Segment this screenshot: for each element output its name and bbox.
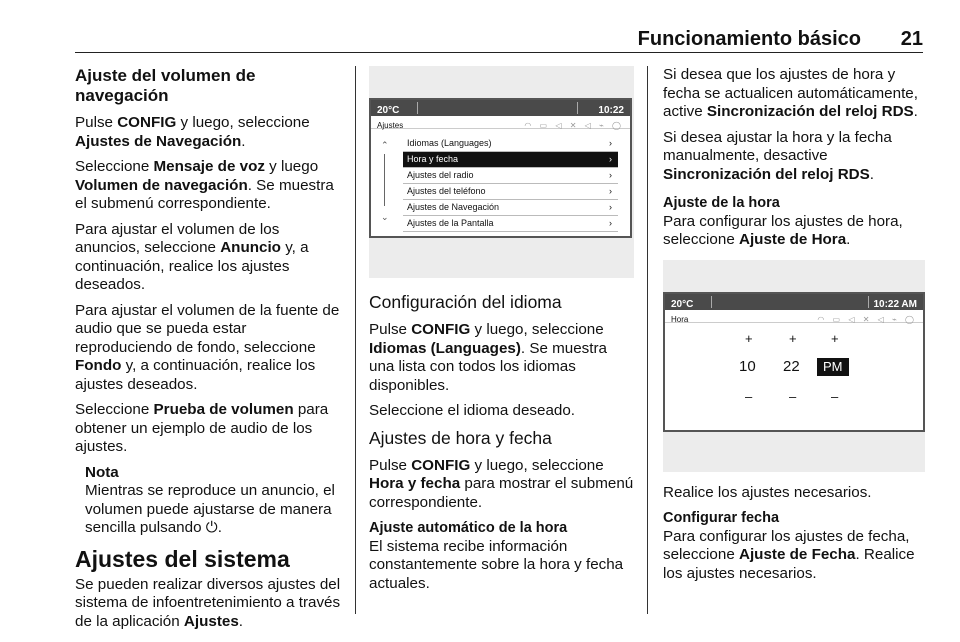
paragraph: Pulse CONFIG y luego, seleccione Ajustes de Navegación.	[75, 114, 310, 150]
column-divider	[647, 66, 648, 614]
menu-item[interactable]: Ajustes de la Pantalla ›	[403, 216, 618, 232]
paragraph: Para configurar los ajustes de fecha, seleccione Ajuste de Fecha. Realice los ajustes necesarios.	[663, 527, 915, 582]
chevron-right-icon: ›	[609, 186, 612, 196]
paragraph: Seleccione Mensaje de voz y luego Volumen de navegación. Se muestra el submenú correspondiente.	[75, 158, 334, 212]
menu-item[interactable]: Ajustes de Navegación ›	[403, 200, 618, 216]
minute-minus-button[interactable]: –	[789, 388, 797, 404]
note-box: Nota Mientras se reproduce un anuncio, el volumen puede ajustarse de manera sencilla pulsando ⏻.	[85, 463, 335, 536]
minute-plus-button[interactable]: +	[789, 330, 797, 346]
menu-item[interactable]: Idiomas (Languages) ›	[403, 136, 618, 152]
ampm-minus-button[interactable]: –	[831, 388, 839, 404]
title-bar: Ajustes ◠ ▭ ◁ ✕ ◁ ⌁ ◯	[371, 116, 630, 129]
column-3	[663, 66, 925, 590]
scroll-down-icon[interactable]: ⌄	[381, 212, 389, 222]
chevron-right-icon: ›	[609, 138, 612, 148]
title-bar: Hora ◠ ▭ ◁ ✕ ◁ ⌁ ◯	[665, 310, 923, 323]
scrollbar[interactable]	[384, 154, 385, 206]
subheading: Configurar fecha	[663, 510, 780, 526]
section-heading: Ajustes del sistema	[75, 545, 290, 572]
paragraph: Para ajustar el volumen de los anuncios, seleccione Anuncio y, a continuación, realice los ajustes deseados.	[75, 220, 309, 293]
header-title: Funcionamiento básico	[637, 28, 861, 50]
menu-item[interactable]: Ajustes del teléfono ›	[403, 184, 618, 200]
page-number: 21	[900, 28, 923, 50]
status-icons: ◠ ▭ ◁ ✕ ◁ ⌁ ◯	[524, 121, 624, 130]
status-bar: 20°C 10:22 AM	[665, 294, 923, 310]
paragraph: El sistema recibe información constantemente sobre la hora y fecha actuales.	[369, 537, 624, 592]
section-heading: Ajuste del volumen de navegación	[75, 66, 256, 105]
menu-item[interactable]: Ajustes del radio ›	[403, 168, 618, 184]
status-icons: ◠ ▭ ◁ ✕ ◁ ⌁ ◯	[817, 314, 917, 324]
minute-value: 22	[783, 357, 800, 375]
display-screen	[369, 98, 632, 238]
paragraph: Pulse CONFIG y luego, seleccione Idiomas (Languages). Se muestra una lista con todos los idiomas disponibles.	[369, 321, 608, 394]
hour-plus-button[interactable]: +	[745, 330, 753, 346]
subheading: Ajuste de la hora	[663, 195, 780, 211]
paragraph: Si desea que los ajustes de hora y fecha se actualicen automáticamente, active Sincronización del reloj RDS.	[663, 66, 918, 120]
chevron-right-icon: ›	[609, 170, 612, 180]
ampm-value: PM	[817, 358, 849, 377]
scroll-up-icon[interactable]: ⌃	[381, 140, 389, 150]
paragraph: Si desea ajustar la hora y la fecha manualmente, desactive Sincronización del reloj RDS.	[663, 128, 892, 183]
paragraph: Se pueden realizar diversos ajustes del sistema de infoentretenimiento a través de la aplicación Ajustes.	[75, 575, 341, 630]
power-icon: ⏻	[205, 519, 218, 536]
section-heading: Configuración del idioma	[369, 292, 562, 312]
hour-value: 10	[739, 357, 756, 375]
screenshot-time	[663, 260, 925, 472]
display-screen	[663, 292, 925, 432]
paragraph: Seleccione Prueba de volumen para obtener un ejemplo de audio de los ajustes.	[75, 401, 329, 455]
page-header	[75, 26, 923, 53]
column-1	[75, 66, 343, 638]
chevron-right-icon: ›	[609, 202, 612, 212]
status-bar: 20°C 10:22	[371, 100, 630, 116]
paragraph: Seleccione el idioma deseado.	[369, 402, 576, 419]
paragraph: Pulse CONFIG y luego, seleccione Hora y fecha para mostrar el submenú correspondiente.	[369, 456, 634, 511]
section-heading: Ajustes de hora y fecha	[369, 427, 552, 448]
paragraph: Realice los ajustes necesarios.	[663, 483, 872, 501]
hour-minus-button[interactable]: –	[745, 388, 753, 404]
column-divider	[355, 66, 356, 614]
chevron-right-icon: ›	[609, 154, 612, 164]
chevron-right-icon: ›	[609, 218, 612, 228]
screenshot-settings	[369, 66, 634, 278]
note-title: Nota	[85, 463, 119, 481]
paragraph: Para ajustar el volumen de la fuente de audio que se pueda estar reproduciendo de fondo, seleccione Fondo y, a continuación, realice los ajustes deseados.	[75, 301, 340, 393]
paragraph: Para configurar los ajustes de hora, seleccione Ajuste de Hora.	[663, 212, 903, 248]
subheading: Ajuste automático de la hora	[369, 520, 568, 536]
menu-item-selected[interactable]: Hora y fecha ›	[403, 152, 618, 168]
ampm-plus-button[interactable]: +	[831, 330, 839, 346]
settings-menu	[403, 136, 618, 232]
column-2	[369, 66, 634, 600]
